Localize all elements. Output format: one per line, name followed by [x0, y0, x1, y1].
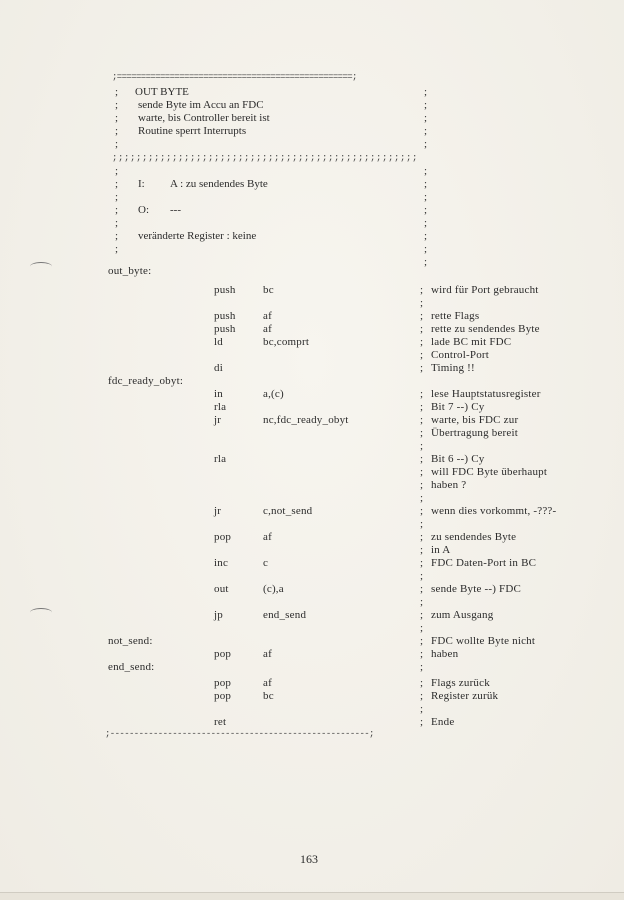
- comment-semicolon: ;: [420, 388, 424, 400]
- code-mnemonic: out: [214, 583, 229, 595]
- input-label: I:: [138, 178, 145, 190]
- semicolon: ;: [115, 204, 119, 216]
- semicolon: ;: [115, 165, 119, 177]
- code-label: end_send:: [108, 661, 155, 673]
- code-operand: af: [263, 531, 272, 543]
- comment-semicolon: ;: [420, 531, 424, 543]
- comment-semicolon: ;: [420, 557, 424, 569]
- comment-semicolon: ;: [420, 544, 424, 556]
- code-comment: wenn dies vorkommt, -???-: [431, 505, 557, 517]
- output-label: O:: [138, 204, 149, 216]
- code-comment: Flags zurück: [431, 677, 490, 689]
- comment-semicolon: ;: [420, 583, 424, 595]
- header-top-rule: ;=================================================;: [112, 72, 357, 82]
- code-comment: FDC Daten-Port in BC: [431, 557, 537, 569]
- semicolon: ;: [115, 138, 119, 150]
- code-comment: rette zu sendendes Byte: [431, 323, 540, 335]
- semicolon: ;: [115, 217, 119, 229]
- comment-semicolon: ;: [420, 284, 424, 296]
- routine-description-2: warte, bis Controller bereit ist: [138, 112, 270, 124]
- semicolon: ;: [424, 112, 428, 124]
- code-mnemonic: di: [214, 362, 223, 374]
- comment-semicolon: ;: [420, 492, 424, 504]
- code-mnemonic: inc: [214, 557, 229, 569]
- semicolon: ;: [115, 125, 119, 137]
- code-mnemonic: push: [214, 284, 236, 296]
- comment-semicolon: ;: [420, 440, 424, 452]
- header-semicolon-rule: ;;;;;;;;;;;;;;;;;;;;;;;;;;;;;;;;;;;;;;;;;;;;;;;;;;;: [112, 153, 419, 163]
- code-comment: Übertragung bereit: [431, 427, 518, 439]
- comment-semicolon: ;: [420, 570, 424, 582]
- code-operand: bc: [263, 284, 274, 296]
- code-operand: (c),a: [263, 583, 284, 595]
- code-comment: zu sendendes Byte: [431, 531, 517, 543]
- comment-semicolon: ;: [420, 609, 424, 621]
- code-operand: end_send: [263, 609, 307, 621]
- code-comment: warte, bis FDC zur: [431, 414, 519, 426]
- code-mnemonic: pop: [214, 677, 232, 689]
- code-operand: c: [263, 557, 269, 569]
- code-comment: Bit 6 --) Cy: [431, 453, 485, 465]
- routine-title: OUT BYTE: [135, 86, 189, 98]
- punch-hole-mark: [30, 262, 52, 271]
- routine-description-3: Routine sperrt Interrupts: [138, 125, 247, 137]
- input-description: A : zu sendendes Byte: [170, 178, 268, 190]
- code-operand: bc: [263, 690, 274, 702]
- comment-semicolon: ;: [420, 622, 424, 634]
- code-operand: af: [263, 677, 272, 689]
- code-comment: in A: [431, 544, 451, 556]
- code-comment: lese Hauptstatusregister: [431, 388, 541, 400]
- semicolon: ;: [424, 178, 428, 190]
- code-mnemonic: ld: [214, 336, 223, 348]
- code-label: not_send:: [108, 635, 153, 647]
- semicolon: ;: [424, 256, 428, 268]
- code-mnemonic: in: [214, 388, 223, 400]
- footer-rule: ;------------------------------------------------------;: [105, 729, 374, 739]
- comment-semicolon: ;: [420, 362, 424, 374]
- semicolon: ;: [115, 86, 119, 98]
- output-description: ---: [170, 204, 181, 216]
- comment-semicolon: ;: [420, 518, 424, 530]
- code-comment: Ende: [431, 716, 455, 728]
- comment-semicolon: ;: [420, 690, 424, 702]
- code-operand: a,(c): [263, 388, 284, 400]
- code-operand: bc,comprt: [263, 336, 310, 348]
- code-comment: haben: [431, 648, 459, 660]
- comment-semicolon: ;: [420, 505, 424, 517]
- semicolon: ;: [115, 191, 119, 203]
- code-comment: Timing !!: [431, 362, 475, 374]
- semicolon: ;: [115, 178, 119, 190]
- code-operand: af: [263, 648, 272, 660]
- semicolon: ;: [424, 99, 428, 111]
- code-mnemonic: jp: [214, 609, 223, 621]
- code-comment: zum Ausgang: [431, 609, 494, 621]
- semicolon: ;: [424, 191, 428, 203]
- code-comment: lade BC mit FDC: [431, 336, 512, 348]
- code-label: fdc_ready_obyt:: [108, 375, 184, 387]
- code-comment: FDC wollte Byte nicht: [431, 635, 536, 647]
- semicolon: ;: [424, 165, 428, 177]
- semicolon: ;: [424, 125, 428, 137]
- code-label: out_byte:: [108, 265, 152, 277]
- comment-semicolon: ;: [420, 635, 424, 647]
- code-mnemonic: push: [214, 310, 236, 322]
- code-mnemonic: jr: [214, 505, 222, 517]
- routine-description-1: sende Byte im Accu an FDC: [138, 99, 264, 111]
- semicolon: ;: [115, 243, 119, 255]
- code-mnemonic: ret: [214, 716, 227, 728]
- semicolon: ;: [115, 112, 119, 124]
- comment-semicolon: ;: [420, 401, 424, 413]
- comment-semicolon: ;: [420, 349, 424, 361]
- semicolon: ;: [424, 204, 428, 216]
- comment-semicolon: ;: [420, 453, 424, 465]
- semicolon: ;: [424, 230, 428, 242]
- comment-semicolon: ;: [420, 297, 424, 309]
- comment-semicolon: ;: [420, 427, 424, 439]
- page-number: 163: [300, 852, 318, 866]
- comment-semicolon: ;: [420, 596, 424, 608]
- code-mnemonic: rla: [214, 401, 227, 413]
- code-comment: haben ?: [431, 479, 467, 491]
- code-operand: c,not_send: [263, 505, 313, 517]
- semicolon: ;: [115, 230, 119, 242]
- semicolon: ;: [424, 217, 428, 229]
- comment-semicolon: ;: [420, 323, 424, 335]
- comment-semicolon: ;: [420, 414, 424, 426]
- semicolon: ;: [424, 138, 428, 150]
- code-comment: rette Flags: [431, 310, 480, 322]
- code-operand: af: [263, 310, 272, 322]
- comment-semicolon: ;: [420, 716, 424, 728]
- code-comment: Bit 7 --) Cy: [431, 401, 485, 413]
- code-operand: af: [263, 323, 272, 335]
- code-comment: Register zurük: [431, 690, 499, 702]
- code-mnemonic: jr: [214, 414, 222, 426]
- code-mnemonic: pop: [214, 531, 232, 543]
- comment-semicolon: ;: [420, 310, 424, 322]
- code-operand: nc,fdc_ready_obyt: [263, 414, 349, 426]
- code-mnemonic: rla: [214, 453, 227, 465]
- code-mnemonic: pop: [214, 690, 232, 702]
- semicolon: ;: [424, 243, 428, 255]
- comment-semicolon: ;: [420, 661, 424, 673]
- comment-semicolon: ;: [420, 648, 424, 660]
- code-mnemonic: pop: [214, 648, 232, 660]
- comment-semicolon: ;: [420, 466, 424, 478]
- semicolon: ;: [424, 86, 428, 98]
- comment-semicolon: ;: [420, 703, 424, 715]
- code-mnemonic: push: [214, 323, 236, 335]
- code-comment: Control-Port: [431, 349, 490, 361]
- punch-hole-mark: [30, 608, 52, 617]
- changed-registers: veränderte Register : keine: [138, 230, 257, 242]
- semicolon: ;: [115, 99, 119, 111]
- code-comment: will FDC Byte überhaupt: [431, 466, 548, 478]
- comment-semicolon: ;: [420, 336, 424, 348]
- code-comment: sende Byte --) FDC: [431, 583, 522, 595]
- comment-semicolon: ;: [420, 677, 424, 689]
- comment-semicolon: ;: [420, 479, 424, 491]
- code-comment: wird für Port gebraucht: [431, 284, 539, 296]
